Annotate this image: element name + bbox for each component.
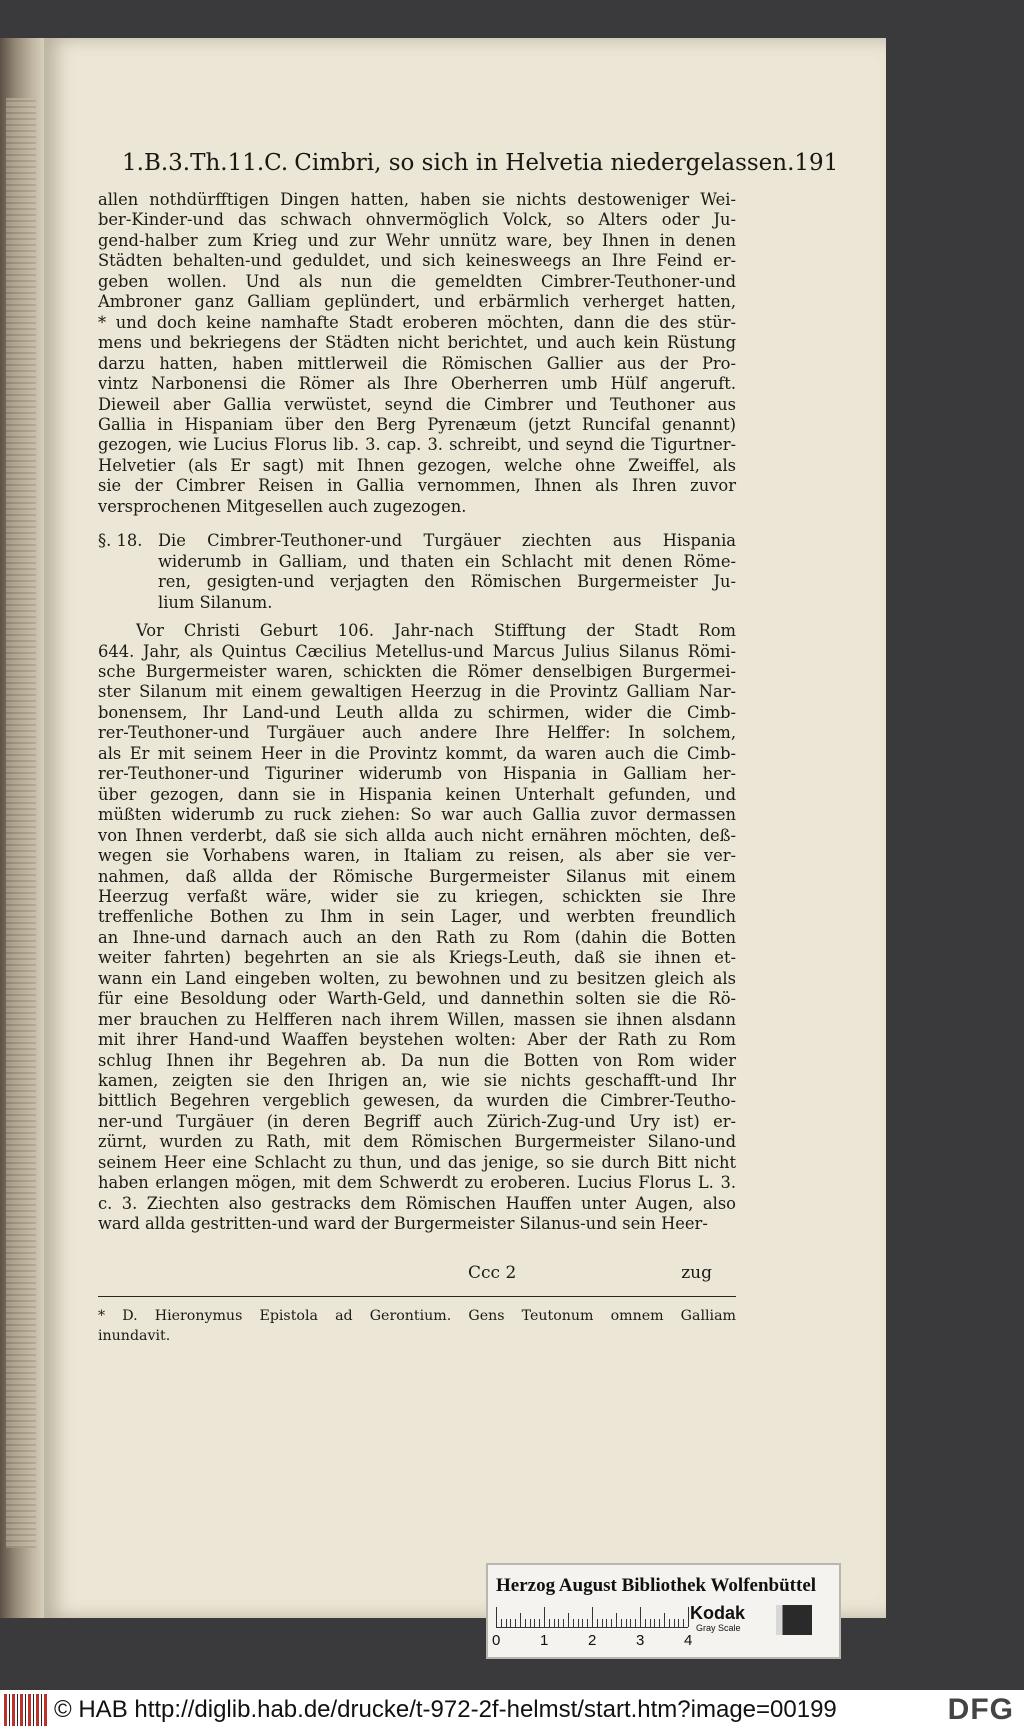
ruler-tick [549,1619,550,1627]
text-line: Gallia in Hispaniam über den Berg Pyrenæum (jetzt Runcifal genannt) [98,414,736,434]
text-line: an Ihne-und darnach auch an den Rath zu Rom (dahin die Botten [98,927,736,947]
ruler-tick [659,1619,660,1627]
text-line: mit ihrer Hand-und Waaffen beystehen wolten: Aber der Rath zu Rom [98,1030,736,1050]
ruler-tick [592,1607,593,1627]
text-line: rer-Teuthoner-und Tiguriner widerumb von Hispania in Galliam her- [98,764,736,784]
ruler-tick [539,1619,540,1627]
text-line: widerumb in Galliam, und thaten ein Schlacht mit denen Röme- [158,551,736,571]
text-line: weiter fahrten) begehrten an sie als Kriegs-Leuth, daß sie ihnen et- [98,948,736,968]
ruler-tick [664,1613,665,1627]
text-line: versprochenen Mitgesellen auch zugezogen. [98,496,467,516]
text-line: bittlich Begehren vergeblich gewesen, da wurden die Cimbrer-Teutho- [98,1091,736,1111]
ruler-tick [597,1619,598,1627]
source-url[interactable]: © HAB http://diglib.hab.de/drucke/t-972-2f-helmst/start.htm?image=00199 [54,1696,837,1723]
ruler-tick [534,1619,535,1627]
text-line: ber-Kinder-und das schwach ohnvermöglich Volck, so Alters oder Ju- [98,210,736,230]
ruler-tick [611,1619,612,1627]
text-line: über gezogen, dann sie in Hispania keinen Unterhalt gefunden, und [98,784,736,804]
ruler-tick [602,1619,603,1627]
section-heading [158,531,736,613]
ruler-tick [674,1619,675,1627]
text-line: ren, gesigten-und verjagten den Römischen Burgermeister Ju- [158,572,736,592]
text-line: haben erlangen mögen, mit dem Schwerdt zu eroberen. Lucius Florus L. 3. [98,1173,736,1193]
text-line: rer-Teuthoner-und Turgäuer auch andere Ihre Helffer: In solchem, [98,723,736,743]
paragraph-1 [98,190,736,517]
ruler-tick [520,1613,521,1627]
ruler-tick [688,1607,689,1627]
text-line: c. 3. Ziechten also gestracks dem Römischen Hauffen unter Augen, also [98,1193,736,1213]
gray-patch [776,1605,812,1635]
text-line: * und doch keine namhafte Stadt eroberen möchten, dann die des stür- [98,312,736,332]
gray-scale-label: Gray Scale [696,1623,741,1633]
text-line: gezogen, wie Lucius Florus lib. 3. cap. 3. schreibt, und seynd die Tigurtner- [98,435,736,455]
hab-logo-icon [4,1694,48,1726]
ruler-tick [525,1619,526,1627]
ruler-tick [654,1619,655,1627]
text-line: zürnt, wurden zu Rath, mit dem Römischen Burgermeister Silano-und [98,1132,736,1152]
text-line: allen nothdürfftigen Dingen hatten, haben sie nichts destoweniger Wei- [98,190,736,209]
ruler-tick [645,1619,646,1627]
text-line: Ambroner ganz Galliam geplündert, und erbärmlich verherget hatten, [98,292,736,312]
text-line: seinem Heer eine Schlacht zu thun, und das jenige, so sie durch Bitt nicht [98,1152,736,1172]
footnote [98,1306,736,1346]
ruler-tick [563,1619,564,1627]
text-line: 644. Jahr, als Quintus Cæcilius Metellus-und Marcus Julius Silanus Römi- [98,641,736,661]
ruler-tick [669,1619,670,1627]
running-head-left: 1.B.3.Th.11.C. [122,150,289,176]
catchword: zug [681,1263,712,1283]
text-line: ster Silanum mit einem gewaltigen Heerzug in die Provintz Galliam Nar- [98,682,736,702]
ruler-number: 1 [540,1632,549,1649]
ruler-tick [530,1619,531,1627]
ruler-tick [626,1619,627,1627]
ruler-tick [554,1619,555,1627]
text-line: treffenliche Bothen zu Ihm in sein Lager, und werbten freundlich [98,907,736,927]
text-line: geben wollen. Und als nun die gemeldten Cimbrer-Teuthoner-und [98,271,736,291]
ruler-tick [635,1619,636,1627]
ruler-tick [678,1619,679,1627]
ruler-tick [568,1613,569,1627]
text-line: müßten widerumb zu ruck ziehen: So war auch Gallia zuvor dermassen [98,805,736,825]
text-line: bonensem, Ihr Land-und Leuth allda zu schirmen, wider die Cimb- [98,702,736,722]
text-line: von Ihnen verderbt, daß sie sich allda auch nicht ernähren möchten, deß- [98,825,736,845]
page-number: 191 [794,150,839,176]
ruler-tick [683,1619,684,1627]
ruler-tick [573,1619,574,1627]
ruler-tick [558,1619,559,1627]
ruler-tick [606,1619,607,1627]
text-line: gend-halber zum Krieg und zur Wehr unnütz ware, bey Ihnen in denen [98,230,736,250]
text-line: schlug Ihnen ihr Begehren ab. Da nun die Botten von Rom wider [98,1050,736,1070]
text-line: kamen, zeigten sie den Ihrigen an, wie sie nichts geschafft-und Ihr [98,1071,736,1091]
running-head-title: Cimbri, so sich in Helvetia niedergelassen. [294,150,795,176]
text-line: mens und bekriegens der Städten nicht berichtet, und auch kein Rüstung [98,333,736,353]
text-line: ward allda gestritten-und ward der Burgermeister Silanus-und sein Heer- [98,1214,708,1234]
text-line: sche Burgermeister waren, schickten die Römer denselbigen Burgermei- [98,661,736,681]
text-line: inundavit. [98,1328,171,1344]
text-line: Die Cimbrer-Teuthoner-und Turgäuer ziechten aus Hispania [158,531,736,551]
ruler-tick [621,1619,622,1627]
ruler [496,1605,688,1628]
text-line: vintz Narbonensi die Römer als Ihre Oberherren umb Hülf angeruft. [98,374,736,394]
ruler-tick [582,1619,583,1627]
viewer-footer [0,1690,1024,1730]
page-body [98,190,736,1235]
section-18 [98,531,736,613]
text-line: mer brauchen zu Helfferen nach ihrem Willen, massen sie ihnen alsdann [98,1009,736,1029]
text-line: nahmen, daß allda der Römische Burgermeister Silanus mit einem [98,866,736,886]
text-line: wegen sie Vorhabens waren, in Italiam zu reisen, als aber sie ver- [98,846,736,866]
text-line: Städten behalten-und geduldet, und sich keinesweegs an Ihre Feind er- [98,251,736,271]
text-line: Heerzug verfaßt wäre, wider sie zu kriegen, schickten sie Ihre [98,886,736,906]
paragraph-2 [98,621,736,1235]
section-number: §. 18. [98,531,143,551]
ruler-number: 3 [636,1632,645,1649]
text-line: darzu hatten, haben mittlerweil die Römischen Gallier aus der Pro- [98,353,736,373]
text-line: sie der Cimbrer Reisen in Gallia vernommen, Ihnen als Ihren zuvor [98,476,736,496]
ruler-tick [578,1619,579,1627]
adjacent-page-edge [0,38,44,1618]
ruler-tick [650,1619,651,1627]
color-scale-target [486,1563,841,1659]
ruler-tick [640,1607,641,1627]
ruler-tick [544,1607,545,1627]
text-line: * D. Hieronymus Epistola ad Gerontium. Gens Teutonum omnem Galliam [98,1308,736,1324]
text-line: Dieweil aber Gallia verwüstet, seynd die Cimbrer und Teuthoner aus [98,394,736,414]
text-line: als Er mit seinem Heer in die Provintz kommt, da waren auch die Cimb- [98,743,736,763]
ruler-tick [616,1613,617,1627]
text-line: ner-und Turgäuer (in deren Begriff auch Zürich-Zug-und Ury ist) er- [98,1111,736,1131]
ruler-tick [587,1619,588,1627]
text-line: Helvetier (als Er sagt) mit Ihnen gezogen, welche ohne Zweiffel, als [98,455,736,475]
text-line: lium Silanum. [158,592,273,612]
running-head [122,150,839,176]
text-line: wann ein Land eingeben wolten, zu bewohnen und zu besitzen gleich als [98,968,736,988]
ruler-number: 4 [684,1632,693,1649]
library-name: Herzog August Bibliothek Wolfenbüttel [496,1575,817,1596]
text-line: für eine Besoldung oder Warth-Geld, und dannethin solten sie die Rö- [98,989,736,1009]
text-line: Vor Christi Geburt 106. Jahr-nach Stifftung der Stadt Rom [136,621,736,641]
ruler-number: 0 [492,1632,501,1649]
ruler-tick [501,1619,502,1627]
ruler-tick [496,1607,497,1627]
ruler-tick [515,1619,516,1627]
ruler-tick [506,1619,507,1627]
kodak-logo: Kodak [690,1603,746,1623]
ruler-tick [510,1619,511,1627]
footnote-rule [98,1296,736,1297]
ruler-tick [630,1619,631,1627]
dfg-logo: DFG [947,1693,1014,1726]
signature-mark: Ccc 2 [468,1263,517,1283]
page-stack [6,98,36,1548]
ruler-number: 2 [588,1632,597,1649]
